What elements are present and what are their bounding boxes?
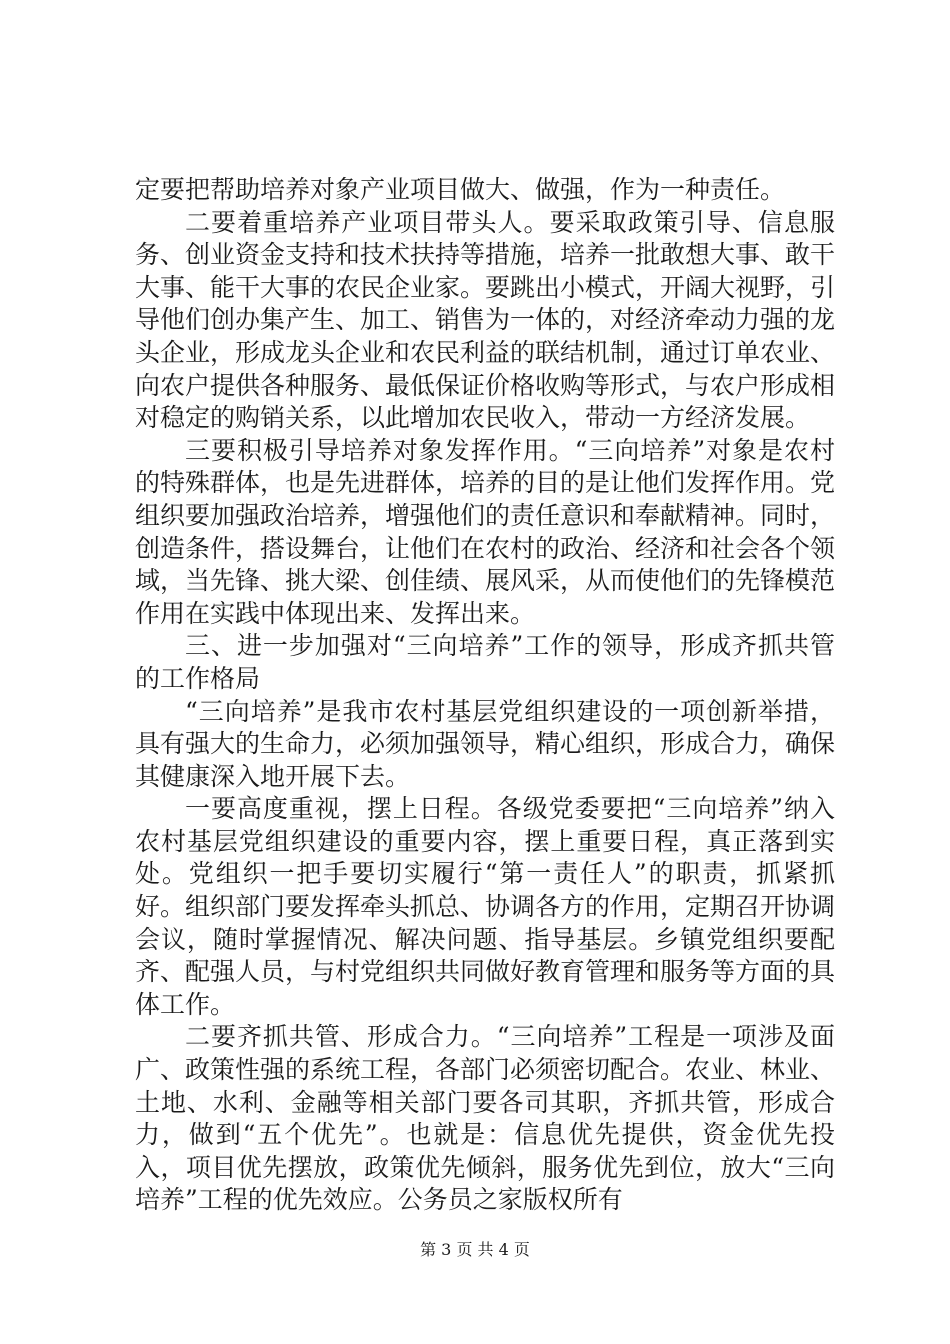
section-heading-leadership: 三、进一步加强对“三向培养”工作的领导，形成齐抓共管的工作格局 bbox=[135, 631, 835, 693]
paragraph-innovation: “三向培养”是我市农村基层党组织建设的一项创新举措，具有强大的生命力，必须加强领导，精心组织，形成合力，确保其健康深入地开展下去。 bbox=[135, 696, 836, 791]
paragraph-guide-role: 三要积极引导培养对象发挥作用。“三向培养”对象是农村的特殊群体，也是先进群体，培养的目的是让他们发挥作用。党组织要加强政治培养，增强他们的责任意识和奉献精神。同时，创造条件，搭设舞台，让他们在农村的政治、经济和社会各个领域，当先锋、挑大梁、创佳绩、展风采，从而使他们的先锋模范作用在实践中体现出来、发挥出来。 bbox=[135, 435, 836, 628]
paragraph-continuation: 定要把帮助培养对象产业项目做大、做强，作为一种责任。 bbox=[135, 175, 786, 204]
paragraph-cultivate-leaders: 二要着重培养产业项目带头人。要采取政策引导、信息服务、创业资金支持和技术扶持等措施，培养一批敢想大事、敢干大事、能干大事的农民企业家。要跳出小模式，开阔大视野，引导他们创办集产生、加工、销售为一体的，对经济牵动力强的龙头企业，形成龙头企业和农民利益的联结机制，通过订单农业、向农户提供各种服务、最低保证价格收购等形式，与农户形成相对稳定的购销关系，以此增加农民收入，带动一方经济发展。 bbox=[135, 207, 836, 433]
paragraph-prioritize: 一要高度重视，摆上日程。各级党委要把“三向培养”纳入农村基层党组织建设的重要内容，摆上重要日程，真正落到实处。党组织一把手要切实履行“第一责任人”的职责，抓紧抓好。组织部门要发挥牵头抓总、协调各方的作用，定期召开协调会议，随时掌握情况、解决问题、指导基层。乡镇党组织要配齐、配强人员，与村党组织共同做好教育管理和服务等方面的具体工作。 bbox=[135, 794, 836, 1019]
document-body bbox=[135, 174, 835, 1217]
page-number-footer: 第 3 页 共 4 页 bbox=[420, 1240, 530, 1259]
paragraph-joint-management: 二要齐抓共管、形成合力。“三向培养”工程是一项涉及面广、政策性强的系统工程，各部门必须密切配合。农业、林业、土地、水利、金融等相关部门要各司其职，齐抓共管，形成合力，做到“五个优先”。也就是：信息优先提供，资金优先投入，项目优先摆放，政策优先倾斜，服务优先到位，放大“三向培养”工程的优先效应。公务员之家版权所有 bbox=[135, 1022, 836, 1215]
